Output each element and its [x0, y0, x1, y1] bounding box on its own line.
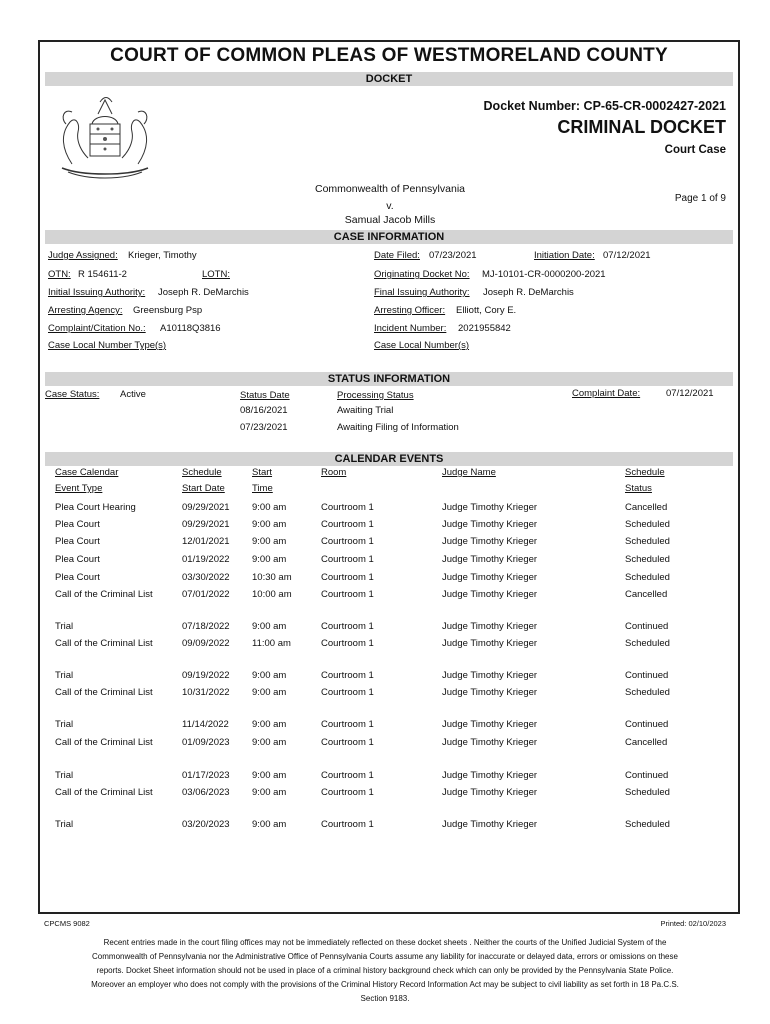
- event-type-cell: Trial: [55, 670, 74, 681]
- event-type-header-2: Event Type: [55, 483, 103, 494]
- event-type-cell: Trial: [55, 770, 74, 781]
- room-cell: Courtroom 1: [321, 519, 374, 530]
- event-type-cell: Trial: [55, 819, 74, 830]
- start-date-cell: 10/31/2022: [182, 687, 230, 698]
- judge-name-cell: Judge Timothy Krieger: [442, 502, 538, 513]
- event-type-cell: Plea Court: [55, 572, 100, 583]
- judge-name-cell: Judge Timothy Krieger: [442, 536, 538, 547]
- incident-number-value: 2021955842: [458, 323, 511, 334]
- start-date-cell: 01/17/2023: [182, 770, 230, 781]
- docket-number: Docket Number: CP-65-CR-0002427-2021: [483, 99, 726, 113]
- docket-type: CRIMINAL DOCKET: [557, 117, 726, 137]
- start-time-cell: 9:00 am: [252, 670, 287, 681]
- judge-name-cell: Judge Timothy Krieger: [442, 519, 538, 530]
- start-time-cell: 9:00 am: [252, 621, 287, 632]
- start-date-cell: 03/20/2023: [182, 819, 230, 830]
- start-time-cell: 9:00 am: [252, 536, 287, 547]
- room-cell: Courtroom 1: [321, 621, 374, 632]
- otn-value: R 154611-2: [78, 269, 127, 280]
- judge-value: Krieger, Timothy: [128, 250, 197, 261]
- initiation-date-label: Initiation Date:: [534, 250, 595, 261]
- room-cell: Courtroom 1: [321, 536, 374, 547]
- caption-versus: v.: [386, 200, 394, 212]
- room-cell: Courtroom 1: [321, 787, 374, 798]
- judge-name-cell: Judge Timothy Krieger: [442, 819, 538, 830]
- case-local-number-label: Case Local Number(s): [374, 340, 470, 351]
- event-type-cell: Plea Court Hearing: [55, 502, 136, 513]
- room-cell: Courtroom 1: [321, 572, 374, 583]
- final-issuing-authority-value: Joseph R. DeMarchis: [483, 287, 574, 298]
- schedule-status-cell: Cancelled: [625, 589, 668, 600]
- judge-name-cell: Judge Timothy Krieger: [442, 572, 538, 583]
- form-code: CPCMS 9082: [44, 919, 90, 928]
- room-cell: Courtroom 1: [321, 554, 374, 565]
- event-type-cell: Trial: [55, 621, 74, 632]
- start-date-header-2: Start Date: [182, 483, 225, 494]
- judge-name-cell: Judge Timothy Krieger: [442, 787, 538, 798]
- start-time-cell: 9:00 am: [252, 819, 287, 830]
- event-type-cell: Plea Court: [55, 519, 100, 530]
- case-status-label: Case Status:: [45, 389, 100, 400]
- case-status-value: Active: [120, 389, 146, 400]
- judge-name-cell: Judge Timothy Krieger: [442, 687, 538, 698]
- start-time-header-2: Time: [252, 483, 273, 494]
- originating-docket-label: Originating Docket No:: [374, 269, 470, 280]
- schedule-status-cell: Continued: [625, 670, 669, 681]
- start-date-cell: 01/09/2023: [182, 737, 230, 748]
- start-time-cell: 9:00 am: [252, 687, 287, 698]
- start-time-header-1: Start: [252, 467, 273, 478]
- schedule-status-cell: Scheduled: [625, 536, 670, 547]
- case-kind: Court Case: [664, 144, 726, 156]
- initial-issuing-authority-label: Initial Issuing Authority:: [48, 287, 146, 298]
- schedule-status-cell: Scheduled: [625, 638, 670, 649]
- event-type-header-1: Case Calendar: [55, 467, 119, 478]
- room-cell: Courtroom 1: [321, 589, 374, 600]
- start-date-cell: 07/18/2022: [182, 621, 230, 632]
- status-info-bar: STATUS INFORMATION: [45, 372, 733, 386]
- start-date-cell: 01/19/2022: [182, 554, 230, 565]
- arresting-officer-value: Elliott, Cory E.: [456, 305, 517, 316]
- initial-issuing-authority-value: Joseph R. DeMarchis: [158, 287, 249, 298]
- page-number: Page 1 of 9: [674, 193, 726, 204]
- complaint-citation-label: Complaint/Citation No.:: [48, 323, 146, 334]
- room-cell: Courtroom 1: [321, 687, 374, 698]
- room-header: Room: [321, 467, 347, 478]
- start-date-cell: 11/14/2022: [182, 719, 229, 730]
- schedule-status-cell: Continued: [625, 621, 669, 632]
- docket-bar: DOCKET: [45, 72, 733, 86]
- initiation-date-value: 07/12/2021: [603, 250, 651, 261]
- schedule-status-header-1: Schedule: [625, 467, 665, 478]
- schedule-status-cell: Continued: [625, 719, 669, 730]
- start-time-cell: 9:00 am: [252, 554, 287, 565]
- judge-name-cell: Judge Timothy Krieger: [442, 638, 538, 649]
- start-date-cell: 12/01/2021: [182, 536, 230, 547]
- judge-name-cell: Judge Timothy Krieger: [442, 737, 538, 748]
- arresting-agency-label: Arresting Agency:: [48, 305, 123, 316]
- caption-defendant: Samual Jacob Mills: [344, 214, 436, 226]
- incident-number-label: Incident Number:: [374, 323, 447, 334]
- event-type-cell: Plea Court: [55, 554, 100, 565]
- start-date-cell: 07/01/2022: [182, 589, 230, 600]
- event-type-cell: Call of the Criminal List: [55, 589, 153, 600]
- judge-label: Judge Assigned:: [48, 250, 118, 261]
- start-time-cell: 9:00 am: [252, 737, 287, 748]
- case-info-bar: CASE INFORMATION: [45, 230, 733, 244]
- calendar-events-bar: CALENDAR EVENTS: [45, 452, 733, 466]
- docket-page: [38, 40, 740, 914]
- judge-name-cell: Judge Timothy Krieger: [442, 719, 538, 730]
- originating-docket-value: MJ-10101-CR-0000200-2021: [482, 269, 606, 280]
- status-row-date: 07/23/2021: [240, 422, 288, 433]
- judge-name-cell: Judge Timothy Krieger: [442, 621, 538, 632]
- schedule-status-cell: Scheduled: [625, 787, 670, 798]
- schedule-status-cell: Scheduled: [625, 519, 670, 530]
- judge-name-cell: Judge Timothy Krieger: [442, 589, 538, 600]
- status-row-status: Awaiting Trial: [337, 405, 394, 416]
- start-date-cell: 09/09/2022: [182, 638, 230, 649]
- start-date-cell: 09/29/2021: [182, 519, 230, 530]
- start-date-cell: 03/06/2023: [182, 787, 230, 798]
- printed-date: Printed: 02/10/2023: [660, 919, 726, 928]
- court-title: COURT OF COMMON PLEAS OF WESTMORELAND COUNTY: [110, 45, 668, 66]
- status-row-date: 08/16/2021: [240, 405, 288, 416]
- status-date-header: Status Date: [240, 390, 290, 401]
- event-type-cell: Call of the Criminal List: [55, 638, 153, 649]
- room-cell: Courtroom 1: [321, 670, 374, 681]
- start-time-cell: 9:00 am: [252, 787, 287, 798]
- complaint-date-value: 07/12/2021: [666, 388, 714, 399]
- complaint-citation-value: A10118Q3816: [160, 323, 221, 334]
- schedule-status-cell: Scheduled: [625, 554, 670, 565]
- arresting-officer-label: Arresting Officer:: [374, 305, 446, 316]
- start-time-cell: 11:00 am: [252, 638, 291, 649]
- otn-label: OTN:: [48, 269, 71, 280]
- date-filed-label: Date Filed:: [374, 250, 420, 261]
- status-row-status: Awaiting Filing of Information: [337, 422, 459, 433]
- start-time-cell: 9:00 am: [252, 502, 287, 513]
- schedule-status-cell: Scheduled: [625, 572, 670, 583]
- schedule-status-cell: Scheduled: [625, 819, 670, 830]
- pennsylvania-seal-icon: [52, 94, 158, 180]
- event-type-cell: Call of the Criminal List: [55, 687, 153, 698]
- schedule-status-cell: Scheduled: [625, 687, 670, 698]
- start-time-cell: 10:00 am: [252, 589, 292, 600]
- final-issuing-authority-label: Final Issuing Authority:: [374, 287, 470, 298]
- case-local-number-type-label: Case Local Number Type(s): [48, 340, 167, 351]
- judge-name-cell: Judge Timothy Krieger: [442, 670, 538, 681]
- start-date-cell: 03/30/2022: [182, 572, 230, 583]
- start-time-cell: 10:30 am: [252, 572, 292, 583]
- event-type-cell: Trial: [55, 719, 74, 730]
- start-date-cell: 09/19/2022: [182, 670, 230, 681]
- complaint-date-label: Complaint Date:: [572, 388, 641, 399]
- schedule-status-cell: Continued: [625, 770, 669, 781]
- room-cell: Courtroom 1: [321, 770, 374, 781]
- event-type-cell: Plea Court: [55, 536, 100, 547]
- judge-name-header: Judge Name: [442, 467, 496, 478]
- schedule-status-cell: Cancelled: [625, 502, 668, 513]
- lotn-label: LOTN:: [202, 269, 230, 280]
- disclaimer-text: Recent entries made in the court filing offices may not be immediately reflected on these docket sheets . Neither the courts of the Unified Judicial System of the Commonwealth of Pennsylvania nor the Administrative Office of Pennsylvania Courts assume any liability for inaccurate or delayed data, errors or omissions on these reports. Docket Sheet information should not be used in place of a criminal history background check which can only be provided by the Pennsylvania State Police. Moreover an employer who does not comply with the provisions of the Criminal History Record Information Act may be subject to civil liability as set forth in 18 Pa.C.S. Section 9183.: [91, 938, 679, 1003]
- start-time-cell: 9:00 am: [252, 719, 287, 730]
- room-cell: Courtroom 1: [321, 719, 374, 730]
- event-type-cell: Call of the Criminal List: [55, 737, 153, 748]
- date-filed-value: 07/23/2021: [429, 250, 477, 261]
- processing-status-header: Processing Status: [337, 390, 414, 401]
- event-type-cell: Call of the Criminal List: [55, 787, 153, 798]
- judge-name-cell: Judge Timothy Krieger: [442, 770, 538, 781]
- start-date-cell: 09/29/2021: [182, 502, 230, 513]
- room-cell: Courtroom 1: [321, 502, 374, 513]
- judge-name-cell: Judge Timothy Krieger: [442, 554, 538, 565]
- schedule-status-header-2: Status: [625, 483, 652, 494]
- start-date-header-1: Schedule: [182, 467, 222, 478]
- room-cell: Courtroom 1: [321, 819, 374, 830]
- start-time-cell: 9:00 am: [252, 770, 287, 781]
- arresting-agency-value: Greensburg Psp: [133, 305, 203, 316]
- room-cell: Courtroom 1: [321, 737, 374, 748]
- caption-plaintiff: Commonwealth of Pennsylvania: [315, 183, 465, 195]
- start-time-cell: 9:00 am: [252, 519, 287, 530]
- schedule-status-cell: Cancelled: [625, 737, 668, 748]
- room-cell: Courtroom 1: [321, 638, 374, 649]
